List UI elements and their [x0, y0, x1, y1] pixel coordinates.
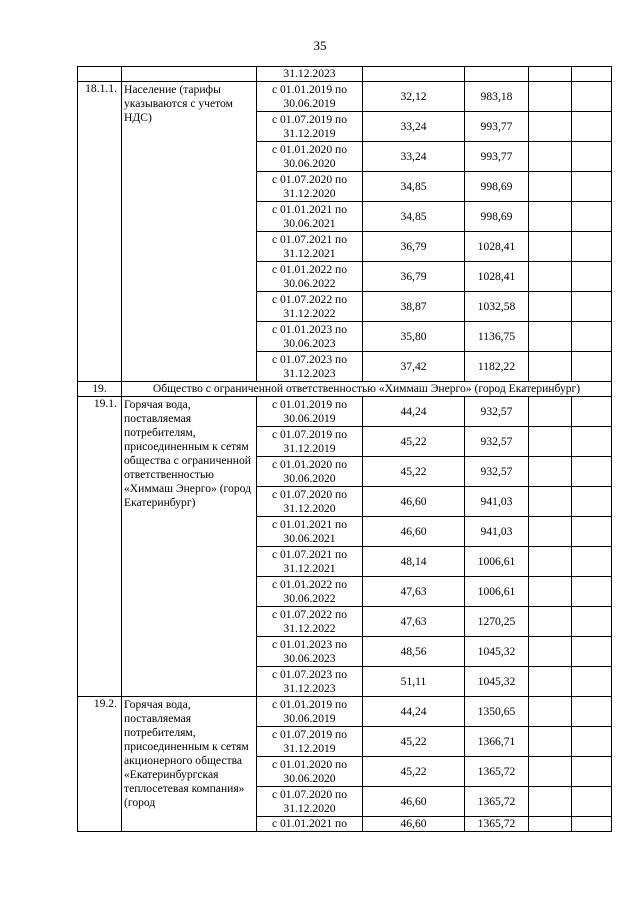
period-start: с 01.07.2021 по [271, 547, 348, 561]
period-end: 30.06.2019 [283, 411, 336, 425]
tariff-value-2: 1270,25 [465, 607, 529, 637]
tariff-value-1: 45,22 [363, 457, 465, 487]
empty-cell [572, 817, 612, 832]
table-row [78, 67, 612, 82]
empty-cell [572, 637, 612, 667]
tariff-value-2: 932,57 [465, 397, 529, 427]
consumer-cell [122, 397, 257, 697]
period-cell [257, 292, 363, 322]
period-start: с 01.07.2020 по [271, 487, 348, 501]
tariff-value-1: 46,60 [363, 787, 465, 817]
tariff-value-2: 941,03 [465, 517, 529, 547]
tariff-value-1: 45,22 [363, 757, 465, 787]
tariff-value-1: 35,80 [363, 322, 465, 352]
period-end: 30.06.2020 [283, 471, 336, 485]
period-cell [257, 637, 363, 667]
tariff-value-2: 993,77 [465, 112, 529, 142]
empty-cell [572, 82, 612, 112]
consumer-name: Горячая вода, поставляемая потребителям, присоединенным к сетям общества с ограниченной ответственностью «Химмаш Энерго» (город Екатеринбург) [124, 398, 251, 509]
empty-cell [529, 517, 572, 547]
tariff-value-2: 1006,61 [465, 577, 529, 607]
period-start: с 01.07.2020 по [271, 172, 348, 186]
period-start: с 01.01.2019 по [271, 397, 348, 411]
period-end: 31.12.2019 [283, 441, 336, 455]
period-start: с 01.07.2020 по [271, 787, 348, 801]
tariff-value-2: 1045,32 [465, 637, 529, 667]
empty-cell [529, 427, 572, 457]
empty-cell [572, 757, 612, 787]
period-end: 30.06.2019 [283, 96, 336, 110]
period-end: 30.06.2022 [283, 591, 336, 605]
empty-cell [529, 817, 572, 832]
period-start: с 01.07.2022 по [271, 607, 348, 621]
period-end: 30.06.2023 [283, 336, 336, 350]
period-end: 31.12.2022 [283, 621, 336, 635]
empty-cell [529, 457, 572, 487]
tariff-value-2: 1006,61 [465, 547, 529, 577]
empty-cell [572, 577, 612, 607]
period-cell [257, 517, 363, 547]
period-end: 30.06.2023 [283, 651, 336, 665]
tariff-value-1: 36,79 [363, 232, 465, 262]
tariff-value-1: 32,12 [363, 82, 465, 112]
empty-cell [529, 697, 572, 727]
empty-cell [529, 487, 572, 517]
tariff-value-1: 37,42 [363, 352, 465, 382]
tariff-value-1: 33,24 [363, 142, 465, 172]
period-end: 31.12.2020 [283, 186, 336, 200]
tariff-value-1: 45,22 [363, 427, 465, 457]
period-cell [257, 352, 363, 382]
period-end: 31.12.2021 [283, 246, 336, 260]
period-end: 30.06.2021 [283, 531, 336, 545]
period-end: 30.06.2020 [283, 156, 336, 170]
tariff-value-2: 1028,41 [465, 262, 529, 292]
period-cell [257, 112, 363, 142]
tariff-value-1: 45,22 [363, 727, 465, 757]
period-start: с 01.07.2021 по [271, 232, 348, 246]
tariff-value-1: 44,24 [363, 697, 465, 727]
empty-cell [529, 787, 572, 817]
tariff-value-2: 1350,65 [465, 697, 529, 727]
tariff-value-2: 932,57 [465, 427, 529, 457]
period-cell [257, 757, 363, 787]
empty-cell [572, 547, 612, 577]
empty-cell [572, 292, 612, 322]
period-cell [257, 577, 363, 607]
tariff-value-1: 34,85 [363, 172, 465, 202]
tariff-value-1: 36,79 [363, 262, 465, 292]
period-start: с 01.01.2020 по [271, 757, 348, 771]
tariff-value-2: 1045,32 [465, 667, 529, 697]
period-cell: 31.12.2023 [257, 67, 363, 82]
empty-cell [572, 262, 612, 292]
tariff-value-1: 34,85 [363, 202, 465, 232]
tariff-value-2: 998,69 [465, 172, 529, 202]
tariff-value-1: 47,63 [363, 607, 465, 637]
tariff-value-2: 932,57 [465, 457, 529, 487]
period-cell [257, 262, 363, 292]
tariff-value-2: 1365,72 [465, 757, 529, 787]
consumer-name: Горячая вода, поставляемая потребителям, присоединенным к сетям акционерного общества «Екатеринбургская теплосетевая компания» (город [124, 698, 249, 809]
tariff-value-2: 993,77 [465, 142, 529, 172]
empty-cell [572, 202, 612, 232]
period-cell [257, 232, 363, 262]
page-number: 35 [313, 38, 327, 53]
empty-cell [572, 727, 612, 757]
period-start: с 01.07.2023 по [271, 667, 348, 681]
period-cell [257, 607, 363, 637]
empty-cell [572, 607, 612, 637]
empty-cell [572, 142, 612, 172]
period-start: с 01.01.2021 по [271, 517, 348, 531]
empty-cell [529, 232, 572, 262]
period-end: 31.12.2019 [283, 741, 336, 755]
period-cell [257, 427, 363, 457]
tariff-value-2: 1182,22 [465, 352, 529, 382]
table-row [78, 82, 612, 112]
tariff-value-1: 46,60 [363, 487, 465, 517]
period-start: с 01.01.2023 по [271, 322, 348, 336]
period-end: 31.12.2023 [283, 681, 336, 695]
empty-cell [572, 487, 612, 517]
tariff-value-2: 1032,58 [465, 292, 529, 322]
period-start: с 01.01.2023 по [271, 637, 348, 651]
period-start: с 01.01.2021 по [271, 202, 348, 216]
empty-cell [529, 172, 572, 202]
tariff-value-2: 1365,72 [465, 787, 529, 817]
empty-cell [572, 397, 612, 427]
period-start: с 01.01.2020 по [271, 457, 348, 471]
empty-cell [529, 757, 572, 787]
empty-cell [572, 427, 612, 457]
row-number-cell: 19. [78, 382, 122, 397]
period-end: 30.06.2020 [283, 771, 336, 785]
period-cell [257, 787, 363, 817]
empty-cell [529, 142, 572, 172]
tariff-value-2: 1136,75 [465, 322, 529, 352]
tariff-value-2: 998,69 [465, 202, 529, 232]
row-number-cell: 18.1.1. [78, 82, 122, 382]
empty-cell [572, 697, 612, 727]
period-start: с 01.07.2022 по [271, 292, 348, 306]
period-start: с 01.07.2019 по [271, 112, 348, 126]
tariff-table [77, 66, 612, 832]
tariff-value-1: 48,56 [363, 637, 465, 667]
empty-cell [529, 262, 572, 292]
tariff-value-2: 1365,72 [465, 817, 529, 832]
empty-cell [529, 67, 572, 82]
period-start: с 01.01.2019 по [271, 82, 348, 96]
tariff-value-1: 33,24 [363, 112, 465, 142]
period-start: с 01.01.2020 по [271, 142, 348, 156]
period-cell [257, 697, 363, 727]
period-start: с 01.01.2022 по [271, 262, 348, 276]
empty-cell [529, 727, 572, 757]
period-start: с 01.07.2019 по [271, 427, 348, 441]
period-cell [257, 457, 363, 487]
tariff-value-2: 941,03 [465, 487, 529, 517]
consumer-name: Население (тарифы указываются с учетом НДС) [124, 83, 233, 124]
period-end: 31.12.2022 [283, 306, 336, 320]
consumer-cell [122, 67, 257, 82]
empty-cell [529, 637, 572, 667]
empty-cell [572, 667, 612, 697]
period-start: с 01.01.2022 по [271, 577, 348, 591]
period-end: 30.06.2021 [283, 216, 336, 230]
period-end: 31.12.2021 [283, 561, 336, 575]
row-number-cell: 19.2. [78, 697, 122, 832]
period-cell [257, 817, 363, 832]
tariff-value-1: 51,11 [363, 667, 465, 697]
table-row [78, 697, 612, 727]
period-cell [257, 172, 363, 202]
period-start: с 01.01.2019 по [271, 697, 348, 711]
consumer-cell [122, 82, 257, 382]
organization-row [78, 382, 612, 397]
period-start: с 01.01.2021 по [271, 817, 348, 830]
row-number-cell: 19.1. [78, 397, 122, 697]
empty-cell [572, 457, 612, 487]
empty-cell [529, 82, 572, 112]
empty-cell [529, 547, 572, 577]
empty-cell [572, 352, 612, 382]
empty-cell [572, 67, 612, 82]
period-end: 31.12.2023 [283, 366, 336, 380]
table-row [78, 397, 612, 427]
period-end: 31.12.2020 [283, 801, 336, 815]
empty-cell [572, 112, 612, 142]
empty-cell [529, 112, 572, 142]
row-number-cell [78, 67, 122, 82]
empty-cell [529, 202, 572, 232]
empty-cell [572, 172, 612, 202]
period-cell [257, 142, 363, 172]
organization-name: Общество с ограниченной ответственностью «Химмаш Энерго» (город Екатеринбург) [122, 382, 612, 397]
period-start: с 01.07.2023 по [271, 352, 348, 366]
period-end: 30.06.2022 [283, 276, 336, 290]
period-end: 31.12.2019 [283, 126, 336, 140]
tariff-value-1: 44,24 [363, 397, 465, 427]
period-cell [257, 487, 363, 517]
period-cell [257, 547, 363, 577]
empty-cell [572, 787, 612, 817]
empty-cell [572, 517, 612, 547]
empty-cell [529, 577, 572, 607]
consumer-cell [122, 697, 257, 832]
period-cell [257, 397, 363, 427]
period-cell [257, 727, 363, 757]
empty-cell [572, 232, 612, 262]
empty-cell [465, 67, 529, 82]
empty-cell [529, 322, 572, 352]
empty-cell [529, 352, 572, 382]
empty-cell [363, 67, 465, 82]
period-end: 30.06.2019 [283, 711, 336, 725]
tariff-value-1: 46,60 [363, 517, 465, 547]
tariff-value-1: 47,63 [363, 577, 465, 607]
period-start: с 01.07.2019 по [271, 727, 348, 741]
empty-cell [572, 322, 612, 352]
tariff-value-2: 983,18 [465, 82, 529, 112]
period-cell [257, 202, 363, 232]
empty-cell [529, 607, 572, 637]
empty-cell [529, 292, 572, 322]
period-cell [257, 322, 363, 352]
period-cell [257, 82, 363, 112]
empty-cell [529, 667, 572, 697]
tariff-value-1: 38,87 [363, 292, 465, 322]
empty-cell [529, 397, 572, 427]
tariff-value-2: 1366,71 [465, 727, 529, 757]
period-cell [257, 667, 363, 697]
tariff-value-1: 46,60 [363, 817, 465, 832]
period-end: 31.12.2020 [283, 501, 336, 515]
tariff-value-1: 48,14 [363, 547, 465, 577]
tariff-value-2: 1028,41 [465, 232, 529, 262]
